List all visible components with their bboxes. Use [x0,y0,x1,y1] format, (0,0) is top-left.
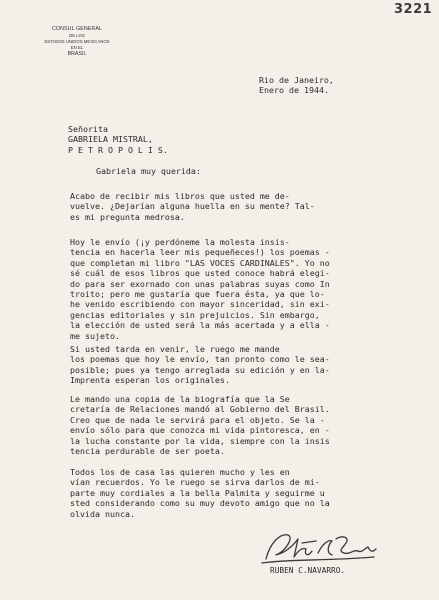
text-line: gencias editoriales y sin prejuicios. Sin embargo, [70,309,320,320]
date-place: Rio de Janeiro, [259,75,334,85]
paragraph [70,344,330,386]
text-line: es mi pregunta medrosa. [70,211,185,222]
text-line: Hoy le envío (¡y perdóneme la molesta insis- [70,237,290,247]
text-line: la lucha constante por la vida, siempre con la insis [70,435,330,446]
text-line: tencia perdurable de ser poeta. [70,446,225,457]
text-line: posible; pues ya tengo arreglada su edición y en la- [70,364,330,375]
letterhead-line: BRASIL [67,51,87,57]
text-line: Acabo de recibir mis libros que usted me de- [70,191,290,201]
date-block [259,75,334,96]
addressee-block [68,124,168,155]
paragraph [70,467,330,519]
text-line: he venido escribiendo con mayor sinceridad, sin exi- [70,299,330,310]
handwritten-signature [258,525,378,569]
text-line: Si usted tarda en venir, le ruego me mande [70,344,280,354]
letterhead-line: ESTADOS UNIDOS MEXICANOS [44,39,110,44]
text-line: cretaría de Relaciones mandó al Gobierno del Brasil. [70,404,330,415]
letterhead-line: DE LOS [69,33,85,38]
text-line: la elección de usted será la más acertada y a ella - [70,320,330,331]
text-line: vuelve. ¿Dejarían alguna huella en su mente? Tal- [70,201,315,212]
salutation: Gabriela muy querida: [96,166,201,176]
text-line: sé cuál de esos libros que usted conoce habrá elegi- [70,268,330,279]
text-line: parte muy cordiales a la bella Palmita y seguirme u [70,487,325,498]
text-line: sted considerando como su muy devoto amigo que no la [70,498,330,509]
text-line: tencia en hacerla leer mis pequeñeces!) los poemas - [70,247,330,258]
addressee-name: GABRIELA MISTRAL, [68,134,153,145]
letterhead-line: CONSUL GENERAL [51,26,103,32]
paragraph [70,237,330,341]
text-line: Imprenta esperan los originales. [70,375,230,386]
date-text: Enero de 1944. [259,85,329,96]
text-line: troito; pero me gustaría que fuera ésta, ya que lo- [70,289,325,300]
letterhead [26,26,128,57]
addressee-title: Señorita [68,124,108,134]
text-line: Creo que de nada le servirá para el objeto. Se la - [70,414,325,425]
text-line: do para ser exornado con unas palabras suyas como In [70,278,330,289]
text-line: olvida nunca. [70,508,135,519]
letterhead-line: EN EL [70,45,84,50]
text-line: vían recuerdos. Yo le ruego se sirva darlos de mi- [70,477,320,488]
text-line: que completan mi libro "LAS VOCES CARDINALES". Yo no [70,257,330,268]
text-line: Le mando una copia de la biografía que la Se [70,394,290,404]
text-line: envío sólo para que conozca mi vida pintoresca, en - [70,425,330,436]
text-line: los poemas que hoy le envío, tan pronto como le sea- [70,354,330,365]
paragraph [70,191,315,222]
paragraph [70,394,330,456]
text-line: Todos los de casa las quieren mucho y les en [70,467,290,477]
text-line: me sujeto. [70,330,120,341]
signer-name: RUBEN C.NAVARRO. [270,566,346,575]
addressee-city: P E T R O P O L I S. [68,144,168,155]
archive-number: 3221 [394,2,433,17]
